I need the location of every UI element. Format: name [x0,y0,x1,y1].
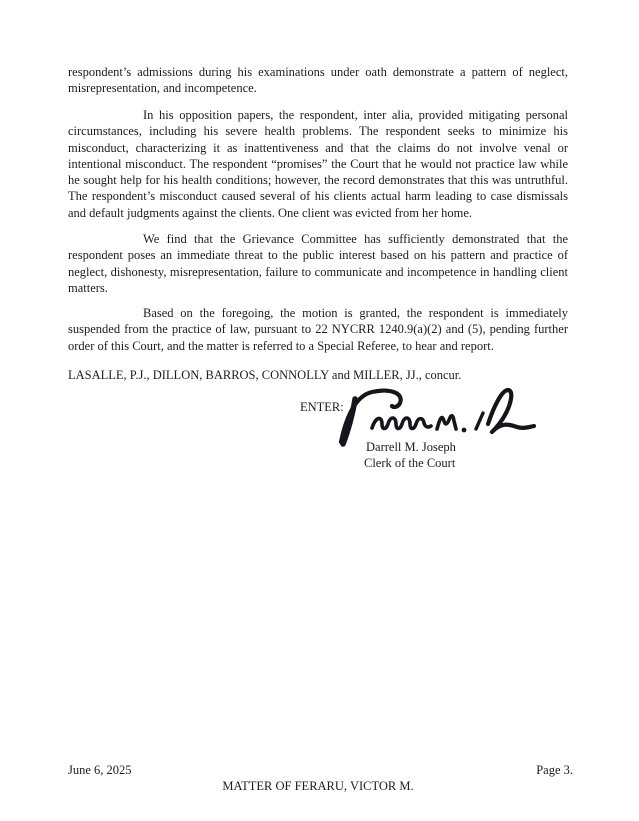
body-paragraph: Based on the foregoing, the motion is granted, the respondent is immediately suspended from the practice of law, pursuant to 22 NYCRR 1240.9(a)(2) and (5), pending further order of this Court, and the matter is referred to a Special Referee, to hear and report. [68,306,568,353]
clerk-name: Darrell M. Joseph [366,440,456,454]
clerk-title: Clerk of the Court [364,456,456,470]
concur-line: LASALLE, P.J., DILLON, BARROS, CONNOLLY and MILLER, JJ., concur. [68,368,462,382]
footer-date: June 6, 2025 [68,763,132,777]
footer-case-caption: MATTER OF FERARU, VICTOR M. [222,779,414,793]
footer-page-number: Page 3. [536,763,573,777]
body-paragraph: We find that the Grievance Committee has sufficiently demonstrated that the respondent poses an immediate threat to the public interest based on his pattern and practice of neglect, dishonesty, misrepresentation, failure to communicate and incompetence in handling client matters. [68,232,568,295]
body-paragraph: respondent’s admissions during his examinations under oath demonstrate a pattern of neglect, misrepresentation, and incompetence. [68,65,568,96]
enter-label: ENTER: [300,400,344,414]
body-paragraph: In his opposition papers, the respondent, inter alia, provided mitigating personal circumstances, including his severe health problems. The respondent seeks to minimize his misconduct, characterizing it as inattentiveness and that the claims do not involve venal or intentional misconduct. The respondent “promises” the Court that he would not practice law while he sought help for his health conditions; however, the record demonstrates that this was untruthful. The respondent’s misconduct caused several of his clients actual harm leading to case dismissals and default judgments against the clients. One client was evicted from her home. [68,108,568,220]
